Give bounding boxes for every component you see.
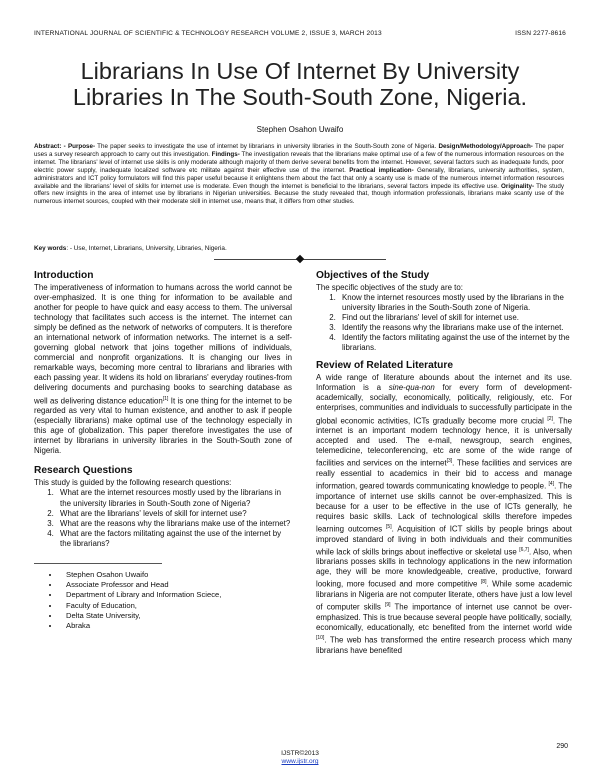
- review-text-3: . The internet is an important modern technology hence, it is universally accepted and used. The e-mail, newsgroup, search engines, telemedicine, teleconferencing, etc are some of the wide range of facilities and services on the internet: [316, 416, 572, 468]
- abstract-design: The paper uses a survey research approach to carry out this investigation.: [34, 143, 564, 158]
- footnote-item: • Delta State University,: [60, 611, 292, 621]
- left-column: [34, 270, 292, 632]
- abstract-findings: The investigation reveals that the librarians make optimal use of a few of the numerous information resources on the internet. The librarians' level of internet use skills is only moderate although majority of them derive several benefits from the internet. However, several factors such as inadequate funds, poor electric power supply, inadequate localized software etc militate against their effective use of the internet.: [34, 150, 564, 174]
- citation: [6,7]: [519, 546, 529, 553]
- footnote-item: • Associate Professor and Head: [60, 580, 292, 590]
- keywords: [34, 245, 564, 252]
- abstract-design-label: Design/Methodology/Approach-: [438, 143, 533, 150]
- review-text-6: . Acquisition of ICT skills by people brings about improved standard of living in both individuals and their communities while lack of skills brings about ineffective or skeletal use: [316, 524, 572, 557]
- research-questions-heading: Research Questions: [34, 465, 133, 477]
- list-item: 2. Find out the librarians' level of skill for internet use.: [338, 313, 572, 323]
- review-heading: Review of Related Literature: [316, 360, 454, 372]
- citation: [4]: [548, 481, 555, 488]
- list-item: 4. What are the factors militating against the use of the internet by the librarians?: [56, 529, 292, 549]
- list-item: 1. What are the internet resources mostly used by the librarians in the university libraries in South-South zone of Nigeria?: [56, 488, 292, 508]
- review-text-10: . The web has transformed the entire research process which many librarians have benefited: [316, 635, 572, 655]
- citation: [9]: [384, 602, 391, 609]
- title-line-1: Librarians In Use Of Internet By University: [80, 58, 520, 84]
- review-text-7: . Also, when librarians posses skills in technology applications in the new information age, they will be more knowledgeable, creative, productive, forward looking, more focused and more competitive: [316, 547, 572, 589]
- objectives-heading: Objectives of the Study: [316, 270, 430, 281]
- introduction-text: [34, 283, 292, 456]
- divider-diamond-icon: [296, 254, 304, 262]
- objectives-list: [316, 293, 572, 353]
- citation: [1]: [162, 395, 169, 402]
- keywords-label: Key words: [34, 245, 67, 252]
- author-name: Stephen Osahon Uwaifo: [256, 125, 344, 134]
- abstract-practical-label: Practical implication-: [349, 166, 414, 174]
- abstract-originality: The study offers new insights in the area of internet use by librarians in Nigerian universities. Because the study revealed that, though information professionals, librarians make scanty use of the numerous internet sources, coupled with their moderate skill in internet use, means that, it differs from other studies.: [34, 182, 564, 206]
- review-text-2: for every form of development-academically, socially, economically, politically, religiously, etc. For enterprises, communities and individuals to successfully participate in the global economic activities, ICTs gradually become more crucial: [316, 383, 572, 426]
- review-text-4: . These facilities and services are really essential to academics in their bid to access and manage information, geared towards communicating knowledge to people.: [316, 458, 572, 491]
- citation: [5]: [386, 523, 392, 530]
- list-item: 2. What are the librarians' levels of skill for internet use?: [56, 509, 292, 519]
- footnote-item: • Stephen Osahon Uwaifo: [60, 570, 292, 580]
- page-number: 290: [556, 743, 568, 750]
- review-text-8: . While some academic librarians in Nigeria are not computer literate, others have just a low level of computer skills: [316, 579, 572, 612]
- research-questions-list: [34, 488, 292, 548]
- footer-copyright: IJSTR©2013: [281, 750, 319, 757]
- footnote-rule: [34, 563, 162, 564]
- abstract-purpose: The paper seeks to investigate the use of internet by librarians in university libraries in the South-South zone of Nigeria.: [95, 143, 437, 150]
- footnote-item: • Department of Library and Information Sciece,: [60, 590, 292, 600]
- abstract-practical: Generally, librarians, university authorities, system, administrators and ICT policy formulators will find this paper useful because it enlightens them about the fact that only a scanty use is made of the numerous internet information resources available and the librarians' level of skills for internet use is moderate. Even though the internet is beneficial to the librarians, several factors impede its effective use.: [34, 166, 564, 190]
- citation: [3]: [446, 458, 453, 465]
- abstract: [34, 143, 564, 206]
- keywords-text: : - Use, Internet, Librarians, University, Libraries, Nigeria.: [66, 245, 227, 252]
- list-item: 3. What are the reasons why the librarians make use of the internet?: [56, 519, 292, 529]
- objectives-intro: The specific objectives of the study are to:: [316, 283, 463, 292]
- journal-name: INTERNATIONAL JOURNAL OF SCIENTIFIC & TECHNOLOGY RESEARCH VOLUME 2, ISSUE 3, MARCH 2013: [34, 30, 382, 37]
- right-column: [316, 270, 572, 656]
- paper-title: [40, 58, 560, 110]
- review-text-1: A wide range of literature abounds about the internet and its use. Information is a: [316, 373, 572, 393]
- abstract-findings-label: Findings-: [211, 150, 240, 158]
- citation: [10]: [316, 634, 325, 641]
- list-item: 4. Identify the factors militating against the use of the internet by the librarians.: [338, 333, 572, 353]
- introduction-heading: Introduction: [34, 270, 94, 281]
- research-questions-intro: This study is guided by the following research questions:: [34, 478, 232, 488]
- review-text-9: The importance of internet use cannot be over-emphasized. This is true because several people have politically, socially, economically, educationally, etc benefited from the internet world wide: [316, 602, 573, 632]
- introduction-text-b: It is one thing for the internet to be regarded as very vital to human existence, and another to ask if people (especially librarians) make optimal use of the technology especially in this age of globalization. This paper therefore investigates the use of internet by librarians in university libraries in the South-South zone of Nigeria.: [34, 396, 292, 456]
- review-text-5: . The importance of internet use skills cannot be over-emphasized. This is because for a user to be effective in the use of ICTs generally, he requires basic skills. Lack of technological skills therefore impedes learning outcomes: [316, 481, 573, 534]
- footnote-item: • Abraka: [60, 621, 292, 631]
- title-line-2: Libraries In The South-South Zone, Nigeria.: [72, 84, 528, 110]
- abstract-label: Abstract: - Purpose-: [34, 143, 96, 150]
- review-text: [316, 373, 572, 655]
- list-item: 3. Identify the reasons why the librarians make use of the internet.: [338, 323, 572, 333]
- review-italic-term: sine-qua-non: [388, 383, 435, 393]
- list-item: 1. Know the internet resources mostly used by the librarians in the university libraries in the South-South zone of Nigeria.: [338, 293, 572, 313]
- abstract-originality-label: Originality-: [501, 182, 535, 190]
- running-header: [34, 30, 566, 37]
- author-footnote-list: [34, 570, 292, 632]
- footnote-item: • Faculty of Education,: [60, 601, 292, 611]
- page-footer: [0, 750, 600, 766]
- citation: [2]: [547, 415, 553, 422]
- issn: ISSN 2277-8616: [515, 30, 566, 37]
- footer-url-link[interactable]: www.ijstr.org: [281, 758, 319, 765]
- citation: [8]: [480, 579, 487, 586]
- introduction-text-a: The imperativeness of information to humans across the world cannot be over-emphasized. It is one thing for information to be available and another for people to have quick and easy access to them. The universal technology that facilitates such access is the internet. The internet can simply be defined as the network of networks of computers. It is therefore an international network of information networks. The internet is a self-governing global network that joins together millions of individuals, commercial and nonprofit organizations. It is changing our lives in remarkable ways, becoming more central to librarians and libraries with each passing year. It widens its hold on librarians' everyday routines-from delivering documents and purchasing books to searching database as well as delivering distance education: [34, 283, 292, 406]
